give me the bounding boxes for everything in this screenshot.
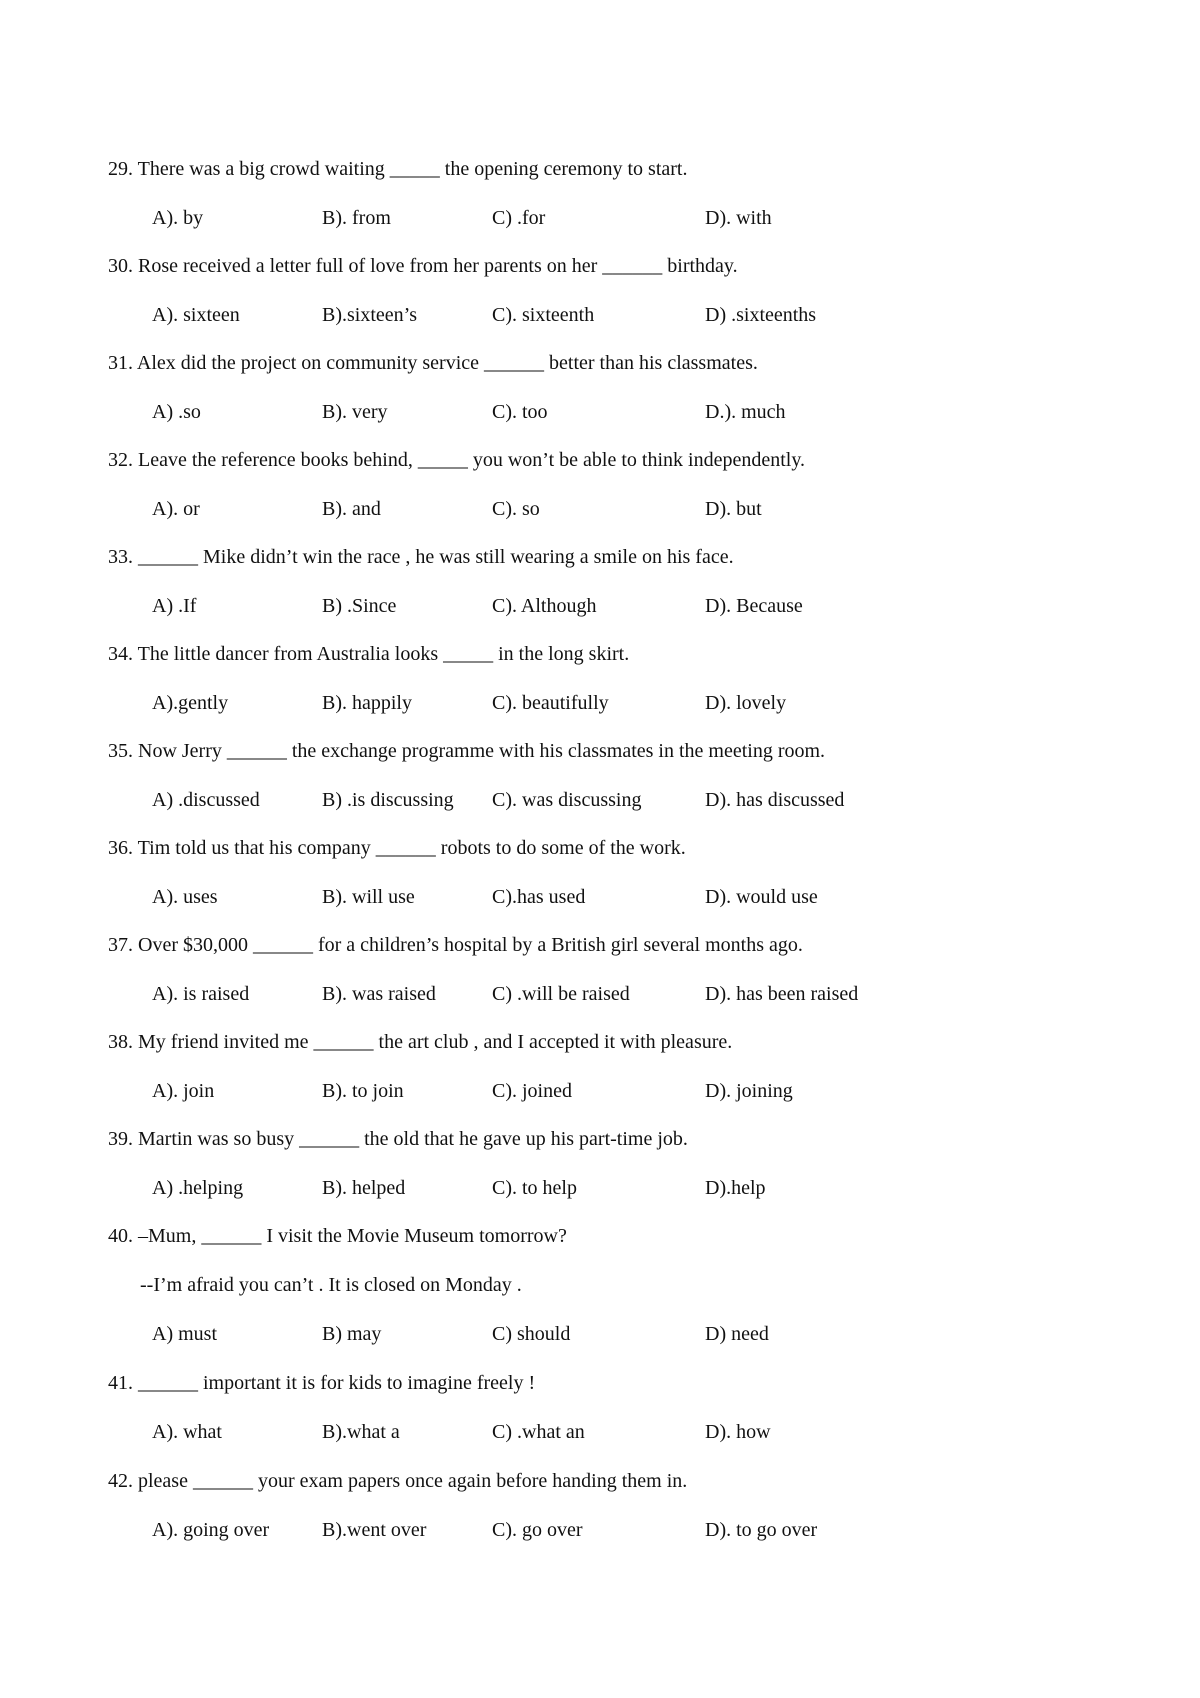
question-36-stem: 36. Tim told us that his company ______ robots to do some of the work. [108, 837, 686, 859]
question-34-option-b: B). happily [322, 692, 412, 714]
question-32-option-d: D). but [705, 498, 762, 520]
question-38-option-c: C). joined [492, 1080, 572, 1102]
question-39-option-b: B). helped [322, 1177, 406, 1199]
question-29-option-b: B). from [322, 207, 391, 229]
question-32-option-c: C). so [492, 498, 540, 520]
question-40-option-b: B) may [322, 1323, 382, 1345]
question-31-option-d: D.). much [705, 401, 786, 423]
question-41-option-a: A). what [152, 1421, 222, 1443]
question-36-option-c: C).has used [492, 886, 586, 908]
question-33-option-d: D). Because [705, 595, 803, 617]
question-35-option-c: C). was discussing [492, 789, 642, 811]
question-37-option-d: D). has been raised [705, 983, 859, 1005]
question-36-option-d: D). would use [705, 886, 818, 908]
question-31-stem: 31. Alex did the project on community service ______ better than his classmates. [108, 352, 758, 374]
question-40-option-a: A) must [152, 1323, 217, 1345]
question-35-stem: 35. Now Jerry ______ the exchange programme with his classmates in the meeting room. [108, 740, 826, 762]
question-40-stem: 40. –Mum, ______ I visit the Movie Museum tomorrow? [108, 1225, 567, 1247]
question-31-option-b: B). very [322, 401, 388, 423]
question-29-stem: 29. There was a big crowd waiting _____ the opening ceremony to start. [108, 158, 688, 180]
question-37-option-b: B). was raised [322, 983, 436, 1005]
question-40-reply: --I’m afraid you can’t . It is closed on Monday . [140, 1274, 522, 1296]
question-39-option-c: C). to help [492, 1177, 577, 1199]
question-30-option-c: C). sixteenth [492, 304, 595, 326]
question-33-option-b: B) .Since [322, 595, 397, 617]
question-30-option-d: D) .sixteenths [705, 304, 817, 326]
question-34-option-a: A).gently [152, 692, 229, 714]
question-41-stem: 41. ______ important it is for kids to imagine freely ! [108, 1372, 536, 1394]
question-38-option-a: A). join [152, 1080, 215, 1102]
question-36-option-a: A). uses [152, 886, 218, 908]
question-37-stem: 37. Over $30,000 ______ for a children’s hospital by a British girl several months ago. [108, 934, 803, 956]
question-39-option-a: A) .helping [152, 1177, 244, 1199]
question-40-option-c: C) should [492, 1323, 571, 1345]
question-41-option-c: C) .what an [492, 1421, 585, 1443]
question-32-stem: 32. Leave the reference books behind, _____ you won’t be able to think independently. [108, 449, 806, 471]
question-29-option-d: D). with [705, 207, 772, 229]
question-30-stem: 30. Rose received a letter full of love from her parents on her ______ birthday. [108, 255, 738, 277]
question-29-option-a: A). by [152, 207, 204, 229]
question-38-stem: 38. My friend invited me ______ the art club , and I accepted it with pleasure. [108, 1031, 733, 1053]
question-41-option-d: D). how [705, 1421, 771, 1443]
question-37-option-c: C) .will be raised [492, 983, 630, 1005]
question-31-option-c: C). too [492, 401, 548, 423]
question-30-option-a: A). sixteen [152, 304, 240, 326]
question-35-option-d: D). has discussed [705, 789, 845, 811]
question-30-option-b: B).sixteen’s [322, 304, 417, 326]
question-34-option-c: C). beautifully [492, 692, 609, 714]
question-42-option-a: A). going over [152, 1519, 270, 1541]
question-35-option-a: A) .discussed [152, 789, 260, 811]
question-34-stem: 34. The little dancer from Australia looks _____ in the long skirt. [108, 643, 630, 665]
question-38-option-d: D). joining [705, 1080, 793, 1102]
question-33-option-c: C). Although [492, 595, 597, 617]
question-42-stem: 42. please ______ your exam papers once again before handing them in. [108, 1470, 688, 1492]
question-34-option-d: D). lovely [705, 692, 787, 714]
question-31-option-a: A) .so [152, 401, 201, 423]
question-32-option-a: A). or [152, 498, 200, 520]
question-33-option-a: A) .If [152, 595, 197, 617]
question-29-option-c: C) .for [492, 207, 546, 229]
question-32-option-b: B). and [322, 498, 381, 520]
question-39-stem: 39. Martin was so busy ______ the old that he gave up his part-time job. [108, 1128, 688, 1150]
question-35-option-b: B) .is discussing [322, 789, 454, 811]
question-42-option-c: C). go over [492, 1519, 583, 1541]
question-41-option-b: B).what a [322, 1421, 400, 1443]
question-37-option-a: A). is raised [152, 983, 250, 1005]
question-42-option-b: B).went over [322, 1519, 427, 1541]
question-40-option-d: D) need [705, 1323, 769, 1345]
question-39-option-d: D).help [705, 1177, 766, 1199]
question-33-stem: 33. ______ Mike didn’t win the race , he was still wearing a smile on his face. [108, 546, 734, 568]
question-36-option-b: B). will use [322, 886, 415, 908]
question-38-option-b: B). to join [322, 1080, 404, 1102]
question-42-option-d: D). to go over [705, 1519, 818, 1541]
